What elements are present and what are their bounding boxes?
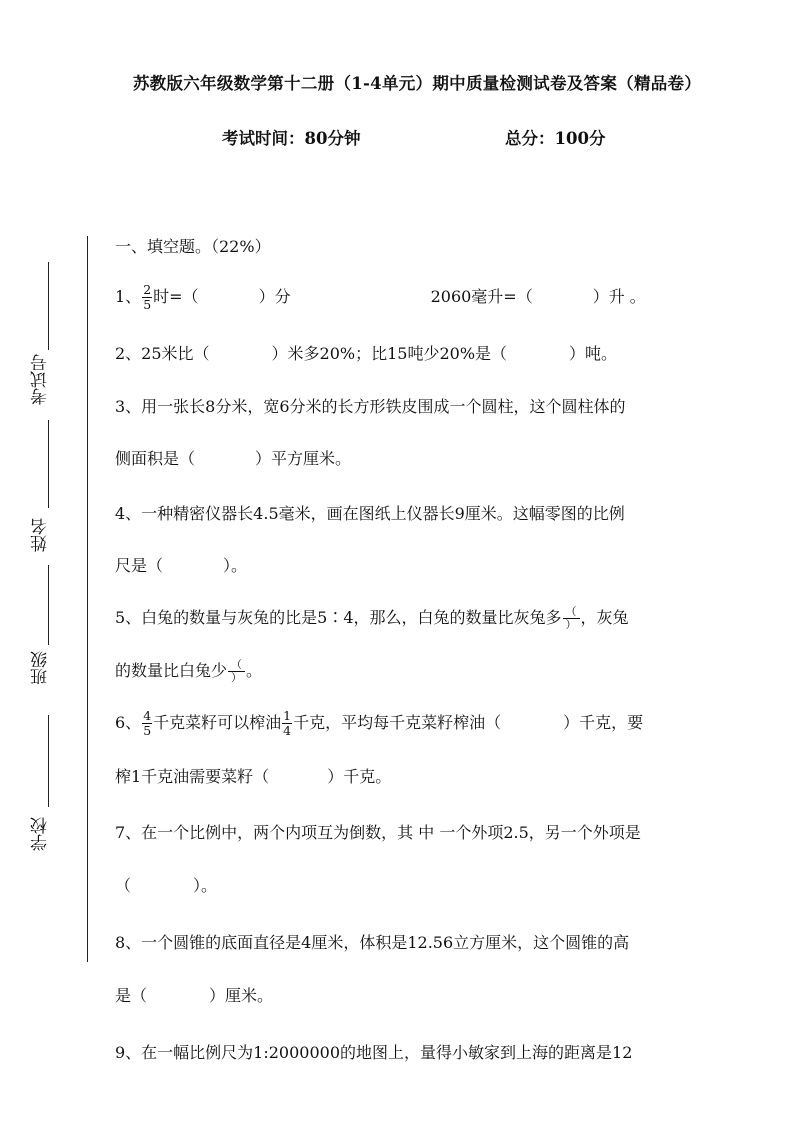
q8-text-a: 是（ (115, 986, 148, 1005)
q7-text-b: ）。 (193, 876, 218, 895)
q6-fraction-2 (282, 709, 292, 738)
question-8-line-2 (115, 983, 273, 1006)
q5-fraction-blank-1[interactable] (563, 606, 580, 631)
exam-no-rule (48, 262, 49, 350)
q5-text-b: ，灰兔 (580, 608, 629, 627)
q3-text-a: 侧面积是（ (115, 449, 196, 468)
name-label: 姓名 (31, 518, 51, 552)
q8-text-b: ）厘米。 (209, 986, 274, 1005)
question-8-line-1: 8、一个圆锥的底面直径是4厘米，体积是12.56立方厘米，这个圆锥的高 (115, 933, 630, 952)
q5-f1-num: （ (563, 606, 580, 619)
q2-text-a: 2、25米比（ (115, 344, 210, 363)
q1-frac-num: 2 (143, 282, 152, 297)
exam-no-label: 考试号 (31, 354, 51, 405)
school-rule (48, 715, 49, 807)
margin-field-name (28, 420, 68, 570)
school-label: 学校 (31, 817, 51, 851)
q5-text-c: 的数量比白兔少 (115, 661, 228, 680)
exam-title: 苏教版六年级数学第十二册（1-4单元）期中质量检测试卷及答案（精品卷） (132, 74, 702, 93)
q6-text-c: ）千克，要 (563, 713, 644, 732)
question-3-line-2 (115, 446, 351, 469)
q6-text-e: ）千克。 (327, 767, 392, 786)
question-4-line-1: 4、一种精密仪器长4.5毫米，画在图纸上仪器长9厘米。这幅零图的比例 (115, 504, 625, 523)
question-3-line-1: 3、用一张长8分米，宽6分米的长方形铁皮围成一个圆柱，这个圆柱体的 (115, 397, 626, 416)
q6-f1-den: 5 (143, 723, 152, 738)
q1-fraction (142, 283, 152, 312)
q7-text-a: （ (115, 876, 132, 895)
q1-text-c: 2060毫升=（ (430, 287, 533, 306)
q6-text-b: 千克，平均每千克菜籽榨油（ (293, 713, 502, 732)
q5-text-a: 5、白兔的数量与灰兔的比是5∶4，那么，白兔的数量比灰兔多 (115, 608, 562, 627)
question-6-line-2 (115, 764, 391, 787)
q5-f1-den: ） (565, 618, 577, 631)
margin-field-exam-no (28, 262, 68, 412)
margin-field-class (28, 565, 68, 715)
q5-f2-num: （ (228, 659, 245, 672)
q6-fraction-1 (142, 709, 152, 738)
q6-number: 6、 (115, 713, 142, 732)
question-5-line-1 (115, 605, 629, 631)
binding-line (87, 236, 88, 962)
question-2 (115, 341, 617, 364)
q6-f2-num: 1 (283, 708, 292, 723)
q3-text-b: ）平方厘米。 (255, 449, 352, 468)
total-score: 总分：100分 (505, 129, 606, 148)
margin-field-school (28, 715, 68, 865)
exam-time: 考试时间：80分钟 (222, 129, 361, 148)
q1-frac-den: 5 (143, 297, 152, 312)
class-label: 班级 (31, 651, 51, 685)
question-5-line-2 (115, 658, 262, 684)
q5-text-d: 。 (246, 661, 263, 680)
question-6-line-1 (115, 709, 643, 738)
q5-fraction-blank-2[interactable] (228, 659, 245, 684)
q5-f2-den: ） (231, 671, 243, 684)
question-1 (115, 283, 646, 312)
q6-text-d: 榨1千克油需要菜籽（ (115, 767, 270, 786)
q4-text-a: 尺是（ (115, 556, 164, 575)
q6-f2-den: 4 (283, 723, 292, 738)
section-heading: 一、填空题。（22%） (115, 237, 271, 256)
q1-text-d: ）升 。 (592, 287, 646, 306)
q1-number: 1、 (115, 287, 142, 306)
q2-text-b: ）米多20%；比15吨少20%是（ (271, 344, 508, 363)
question-9-line-1: 9、在一幅比例尺为1:2000000的地图上，量得小敏家到上海的距离是12 (115, 1043, 633, 1062)
class-rule (48, 565, 49, 645)
question-4-line-2 (115, 553, 247, 576)
q6-text-a: 千克菜籽可以榨油 (153, 713, 282, 732)
q1-text-b: ）分 (258, 287, 291, 306)
name-rule (48, 420, 49, 508)
q4-text-b: ）。 (223, 556, 248, 575)
q1-text-a: 时=（ (153, 287, 199, 306)
q2-text-c: ）吨。 (569, 344, 618, 363)
q6-f1-num: 4 (143, 708, 152, 723)
question-7-line-2 (115, 873, 217, 896)
question-7-line-1: 7、在一个比例中，两个内项互为倒数，其 中 一个外项2.5，另一个外项是 (115, 823, 641, 842)
